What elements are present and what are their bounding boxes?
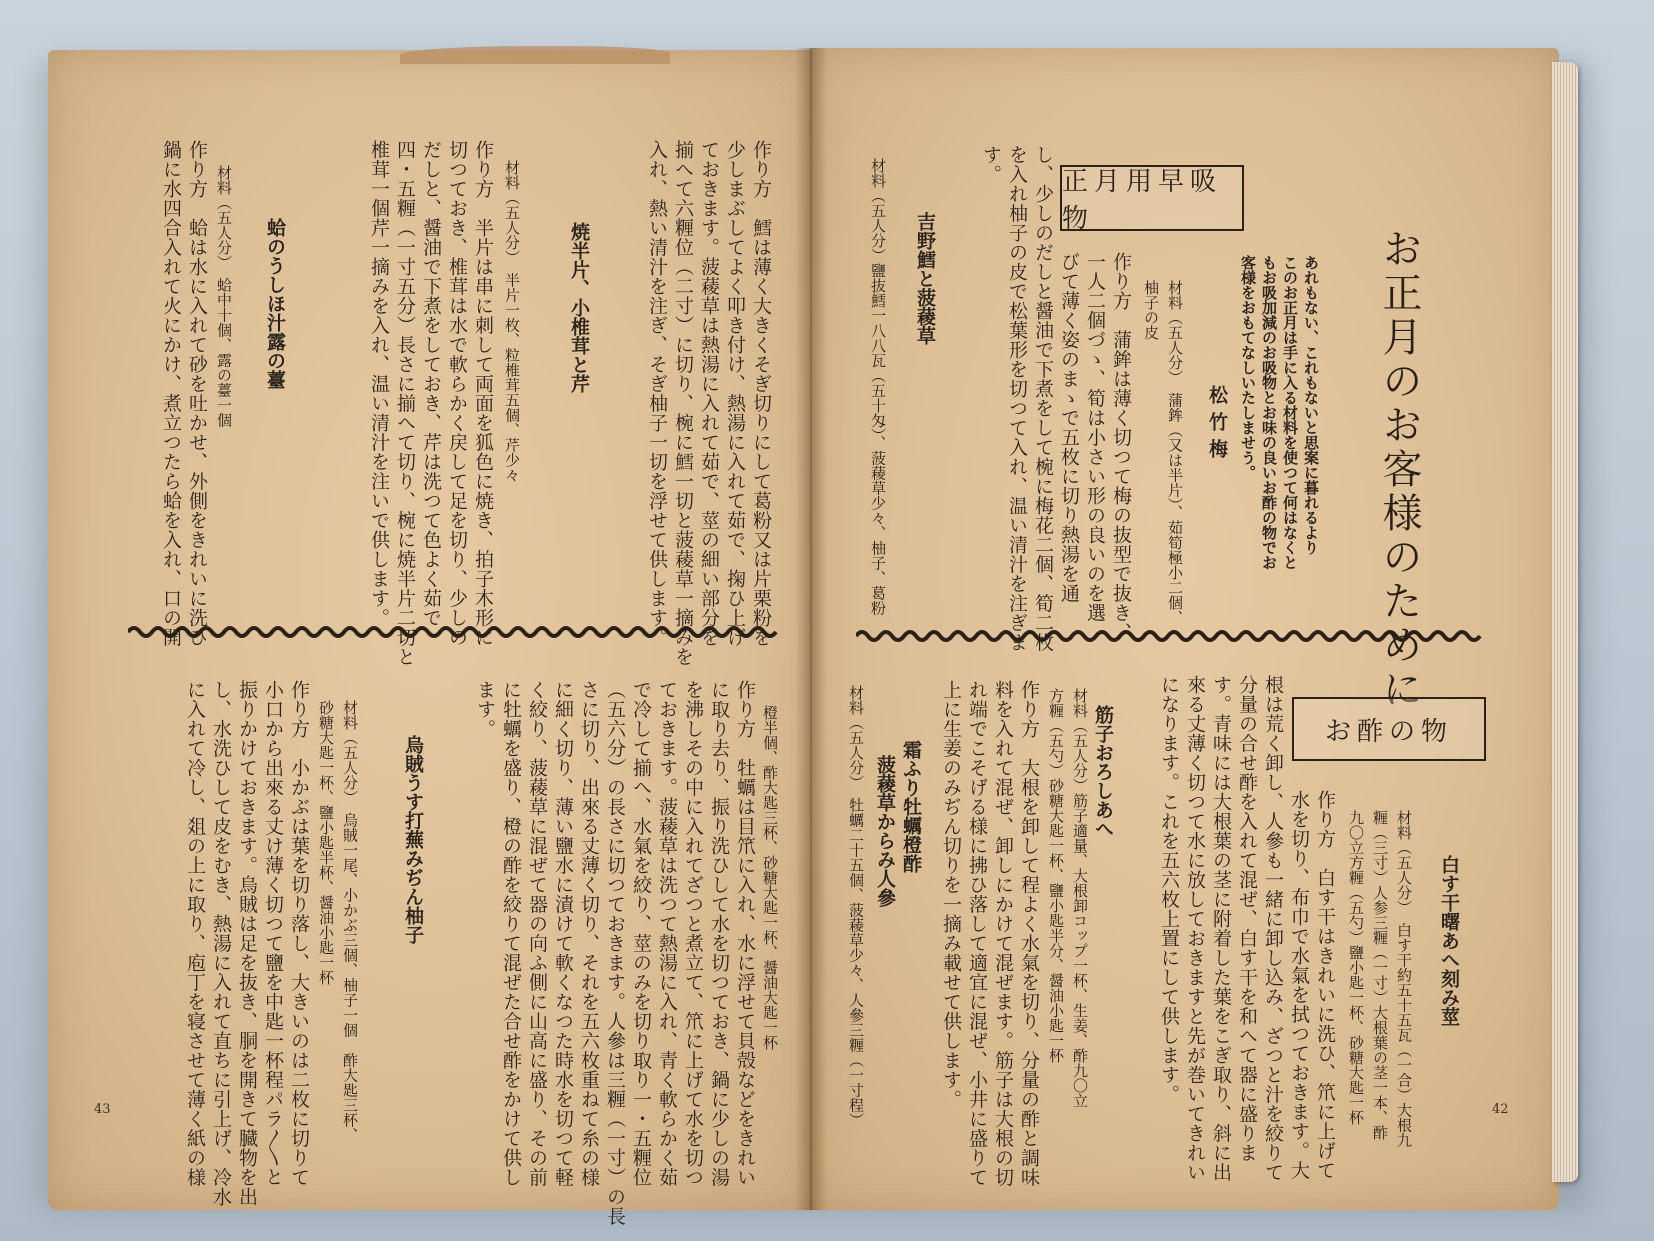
yoshino-line-1: 材料（五人分）鹽抜鱈一八八瓦（五十匁）、菠薐草少々、柚子、葛粉 [869,158,887,616]
sho-chiku-bai-line-2: 柚子の皮 [1142,280,1160,340]
recipe-title-shirasu: 白す干曙あへ刻み莖 [1438,855,1460,1026]
ika-line-1: 材料（五人分） 烏賊一尾、小かぶ三個、柚子一個 酢大匙三杯、 [341,700,359,1143]
yakifu-line-3: 切つておき、椎茸は水で軟らかく戻して足を切り、少しの [446,140,468,647]
kaki-method-line-11: に牡蠣を盛り、橙の酢を絞りて混ぜた合せ酢をかけて供し [500,680,522,1187]
shirasu-line-9: 來る丈薄く切つて水に放しておきますと先が巻いてきれい [1184,675,1206,1182]
shirasu-line-2: 糎（三寸）人参三糎（一寸）大根葉の茎一本、酢 [1371,810,1389,1140]
divider-chain-left [128,622,778,642]
torn-edge [400,46,670,64]
kaki-method-line-10: く絞り、菠薐草に混ぜて器の向ふ側に山高に盛り、その前 [526,680,548,1187]
ika-line-2: 砂糖大匙一杯、鹽小匙半杯、醤油小匙一杯 [317,700,335,985]
page-edges [1552,62,1578,1182]
shirasu-line-8: す。青味には大根葉の茎に附着した葉をこぎ取り、斜に出 [1210,675,1232,1182]
shirasu-line-7: 分量の合せ酢を入れて混ぜ、白す干を和へて器に盛りま [1236,675,1258,1163]
kaki-method-line-1: 橙半個、酢大匙三杯、砂糖大匙一杯、醤油大匙一杯 [761,705,779,1050]
suji-line-5: れ端でこそげる様に拂ひ落して適宜に混ぜ、小井に盛りて [966,680,988,1187]
yoshino-method-line-1: 作り方 鱈は薄く大きくそぎ切りにして葛粉又は片栗粉を [750,140,772,647]
suji-line-3: 作り方 大根を卸して程よく水氣を切り、分量の酢と調味 [1018,680,1040,1187]
shirasu-line-1: 材料（五人分） 白す干約五十五瓦（一合）大根九 [1395,810,1413,1148]
hamaguri-line-1: 材料（五人分） 蛤中十個、露の薹一個 [215,165,233,428]
sho-chiku-bai-line-8: す。 [980,145,1002,184]
section-box-shogatsu: 正月用早吸物 [1060,165,1244,231]
sho-chiku-bai-line-5: びて薄く姿のまゝで五枚に切り熱湯を通 [1058,252,1080,603]
ika-line-5: 振りかけておきます。烏賊は足を抜き、胴を開きて臓物を出 [236,680,258,1207]
kaki-method-line-5: ておきます。菠薐草は洗つて熱湯に入れ、青く軟らかく茹 [656,680,678,1187]
sho-chiku-bai-line-7: を入れ柚子の皮で松葉形を切つて入れ、温い清汁を注ぎま [1006,145,1028,652]
lead-line-4: 客様をおもてなしいたしませう。 [1239,255,1257,480]
recipe-title-ika: 烏賊うす打蕪みぢん柚子 [402,735,424,944]
hamaguri-line-3: 鍋に水四合入れて火にかけ、煮立つたら蛤を入れ、口の開 [160,140,182,647]
page-number-43: 43 [94,1102,111,1117]
recipe-title-yakifu: 焼半片、小椎茸と芹 [568,222,590,393]
yoshino-method-line-3: ておきます。菠薐草は熱湯に入れて茹で、莖の細い部分を [698,140,720,647]
kaki-method-line-8: さに切り、出來る丈薄く切り、それを五六枚重ねて糸の様 [578,680,600,1187]
section-box-sunomono: お酢の物 [1292,697,1486,761]
sho-chiku-bai-line-1: 材料（五人分） 蒲鉾（又は半片）、茹筍極小二個、 [1166,280,1184,625]
recipe-title-yoshino: 吉野鱈と菠薐草 [914,212,936,345]
divider-chain-right [856,626,1486,646]
kaki-method-line-2: 作り方 牡蠣は目笊に入れ、水に浮せて貝殻などをきれい [734,680,756,1187]
kaki-method-line-3: に取り去り、振り洗ひして水を切つておき、鍋に少しの湯 [708,680,730,1187]
kaki-method-line-7: （五六分）の長さに切つておきます。人參は三糎（一寸）の長 [604,680,626,1226]
book-gutter [795,48,827,1210]
yakifu-line-5: 四・五糎（一寸五分）長さに揃へて切り、椀に焼半片二切と [394,140,416,667]
ika-line-3: 作り方 小かぶは葉を切り落し、大きいのは二枚に切りて [288,680,310,1187]
lead-line-1: あれもない、これもないと思案に暮れるより [1302,255,1320,555]
sho-chiku-bai-line-6: し、少しのだしと醤油で下煮をして椀に梅花二個、筍二枚 [1032,145,1054,652]
kaki-method-line-9: に細く切り、薄い鹽水に漬けて軟くなつた時水を切つて軽 [552,680,574,1187]
lead-line-2: このお正月は手に入る材料を使つて何はなくと [1281,255,1299,570]
kaki-method-line-6: で冷して揃へ、水氣を絞り、莖のみを切り取り一・五糎位 [630,680,652,1187]
yoshino-method-line-4: 揃へて六糎位（二寸）に切り、椀に鱈一切と菠薐草一摘みを [672,140,694,667]
lead-line-3: もお吸加減のお吸物とお味の良いお酢の物でお [1260,255,1278,570]
page-number-42: 42 [1492,1102,1509,1117]
sho-chiku-bai-line-4: 一人二個づゝ、筍は小さい形の良いのを選 [1084,252,1106,623]
yakifu-line-4: だしと、醤油で下煮をしておき、芹は洗つて色よく茹で [420,140,442,628]
recipe-title-shimofuri: 霜ふり牡蠣橙酢 [900,740,922,873]
suji-line-4: 料を入れて混ぜ、卸しにかけて混ぜます。筋子は大根の切 [992,680,1014,1187]
yoshino-method-line-2: 少しまぶしてよく叩き付け、熱湯に入れて茹で、掬ひ上げ [724,140,746,647]
main-title: お正月のお客様のために [1376,228,1422,712]
recipe-title-sho-chiku-bai: 松竹梅 [1206,385,1228,466]
recipe-subtitle-shimofuri: 菠薐草からみ人參 [874,755,896,907]
yakifu-line-6: 椎茸一個芹一摘みを入れ、温い清汁を注いで供します。 [368,140,390,628]
recipe-title-hamaguri: 蛤のうしほ汁露の薹 [264,218,286,389]
kaki-method-line-4: を沸しその中に入れてざつと煮立て、笊に上げて水を切つ [682,680,704,1187]
shirasu-line-3: 九〇立方糎（五勺）鹽小匙一杯、砂糖大匙一杯 [1347,810,1365,1125]
yakifu-line-2: 作り方 半片は串に刺して両面を狐色に焼き、拍子木形に [472,140,494,647]
yakifu-line-1: 材料（五人分） 半片一枚、粒椎茸五個、芹少々 [503,160,521,483]
suji-line-1: 材料（五人分）筋子適量、大根卸コップ一杯、生姜、酢九〇立 [1071,688,1089,1108]
sho-chiku-bai-line-3: 作り方 蒲鉾は薄く切つて梅の抜型で抜き、 [1110,252,1132,642]
shirasu-line-5: 水を切り、布巾で水氣を拭つておきます。大 [1288,790,1310,1180]
yoshino-method-line-5: 入れ、熱い清汁を注ぎ、そぎ柚子一切を浮せて供します。 [646,140,668,647]
ika-line-6: し、水洗ひして皮をむき、熱湯に入れて直ちに引上げ、冷水 [210,680,232,1207]
shirasu-line-6: 根は荒く卸し、人參も一緒に卸し込み、ざつと汁を絞りて [1262,675,1284,1182]
recipe-title-suji: 筋子おろしあへ [1092,705,1114,838]
suji-line-6: 上に生姜のみぢん切りを一摘み載せて供します。 [940,680,962,1109]
shimofuri-line-1: 材料（五人分） 牡蠣二十五個、菠薐草少々、人參三糎（一寸程） [847,685,865,1128]
ika-line-7: に入れて冷し、爼の上に取り、庖丁を寝させて薄く紙の様 [184,680,206,1187]
shirasu-line-10: になります。これを五六枚上置にして供します。 [1158,675,1180,1104]
ika-line-4: 小口から出來る丈け薄く切つて鹽を中匙一杯程パラ〳〵と [262,680,284,1187]
suji-line-2: 方糎（五勺）砂糖大匙一杯、鹽小匙半分、醤油小匙一杯 [1047,688,1065,1063]
hamaguri-line-2: 作り方 蛤は水に入れて砂を吐かせ、外側をきれいに洗ひ [186,140,208,647]
shirasu-line-4: 作り方 白す干はきれいに洗ひ、笊に上げて [1314,790,1336,1180]
kaki-method-line-12: ます。 [474,680,496,739]
